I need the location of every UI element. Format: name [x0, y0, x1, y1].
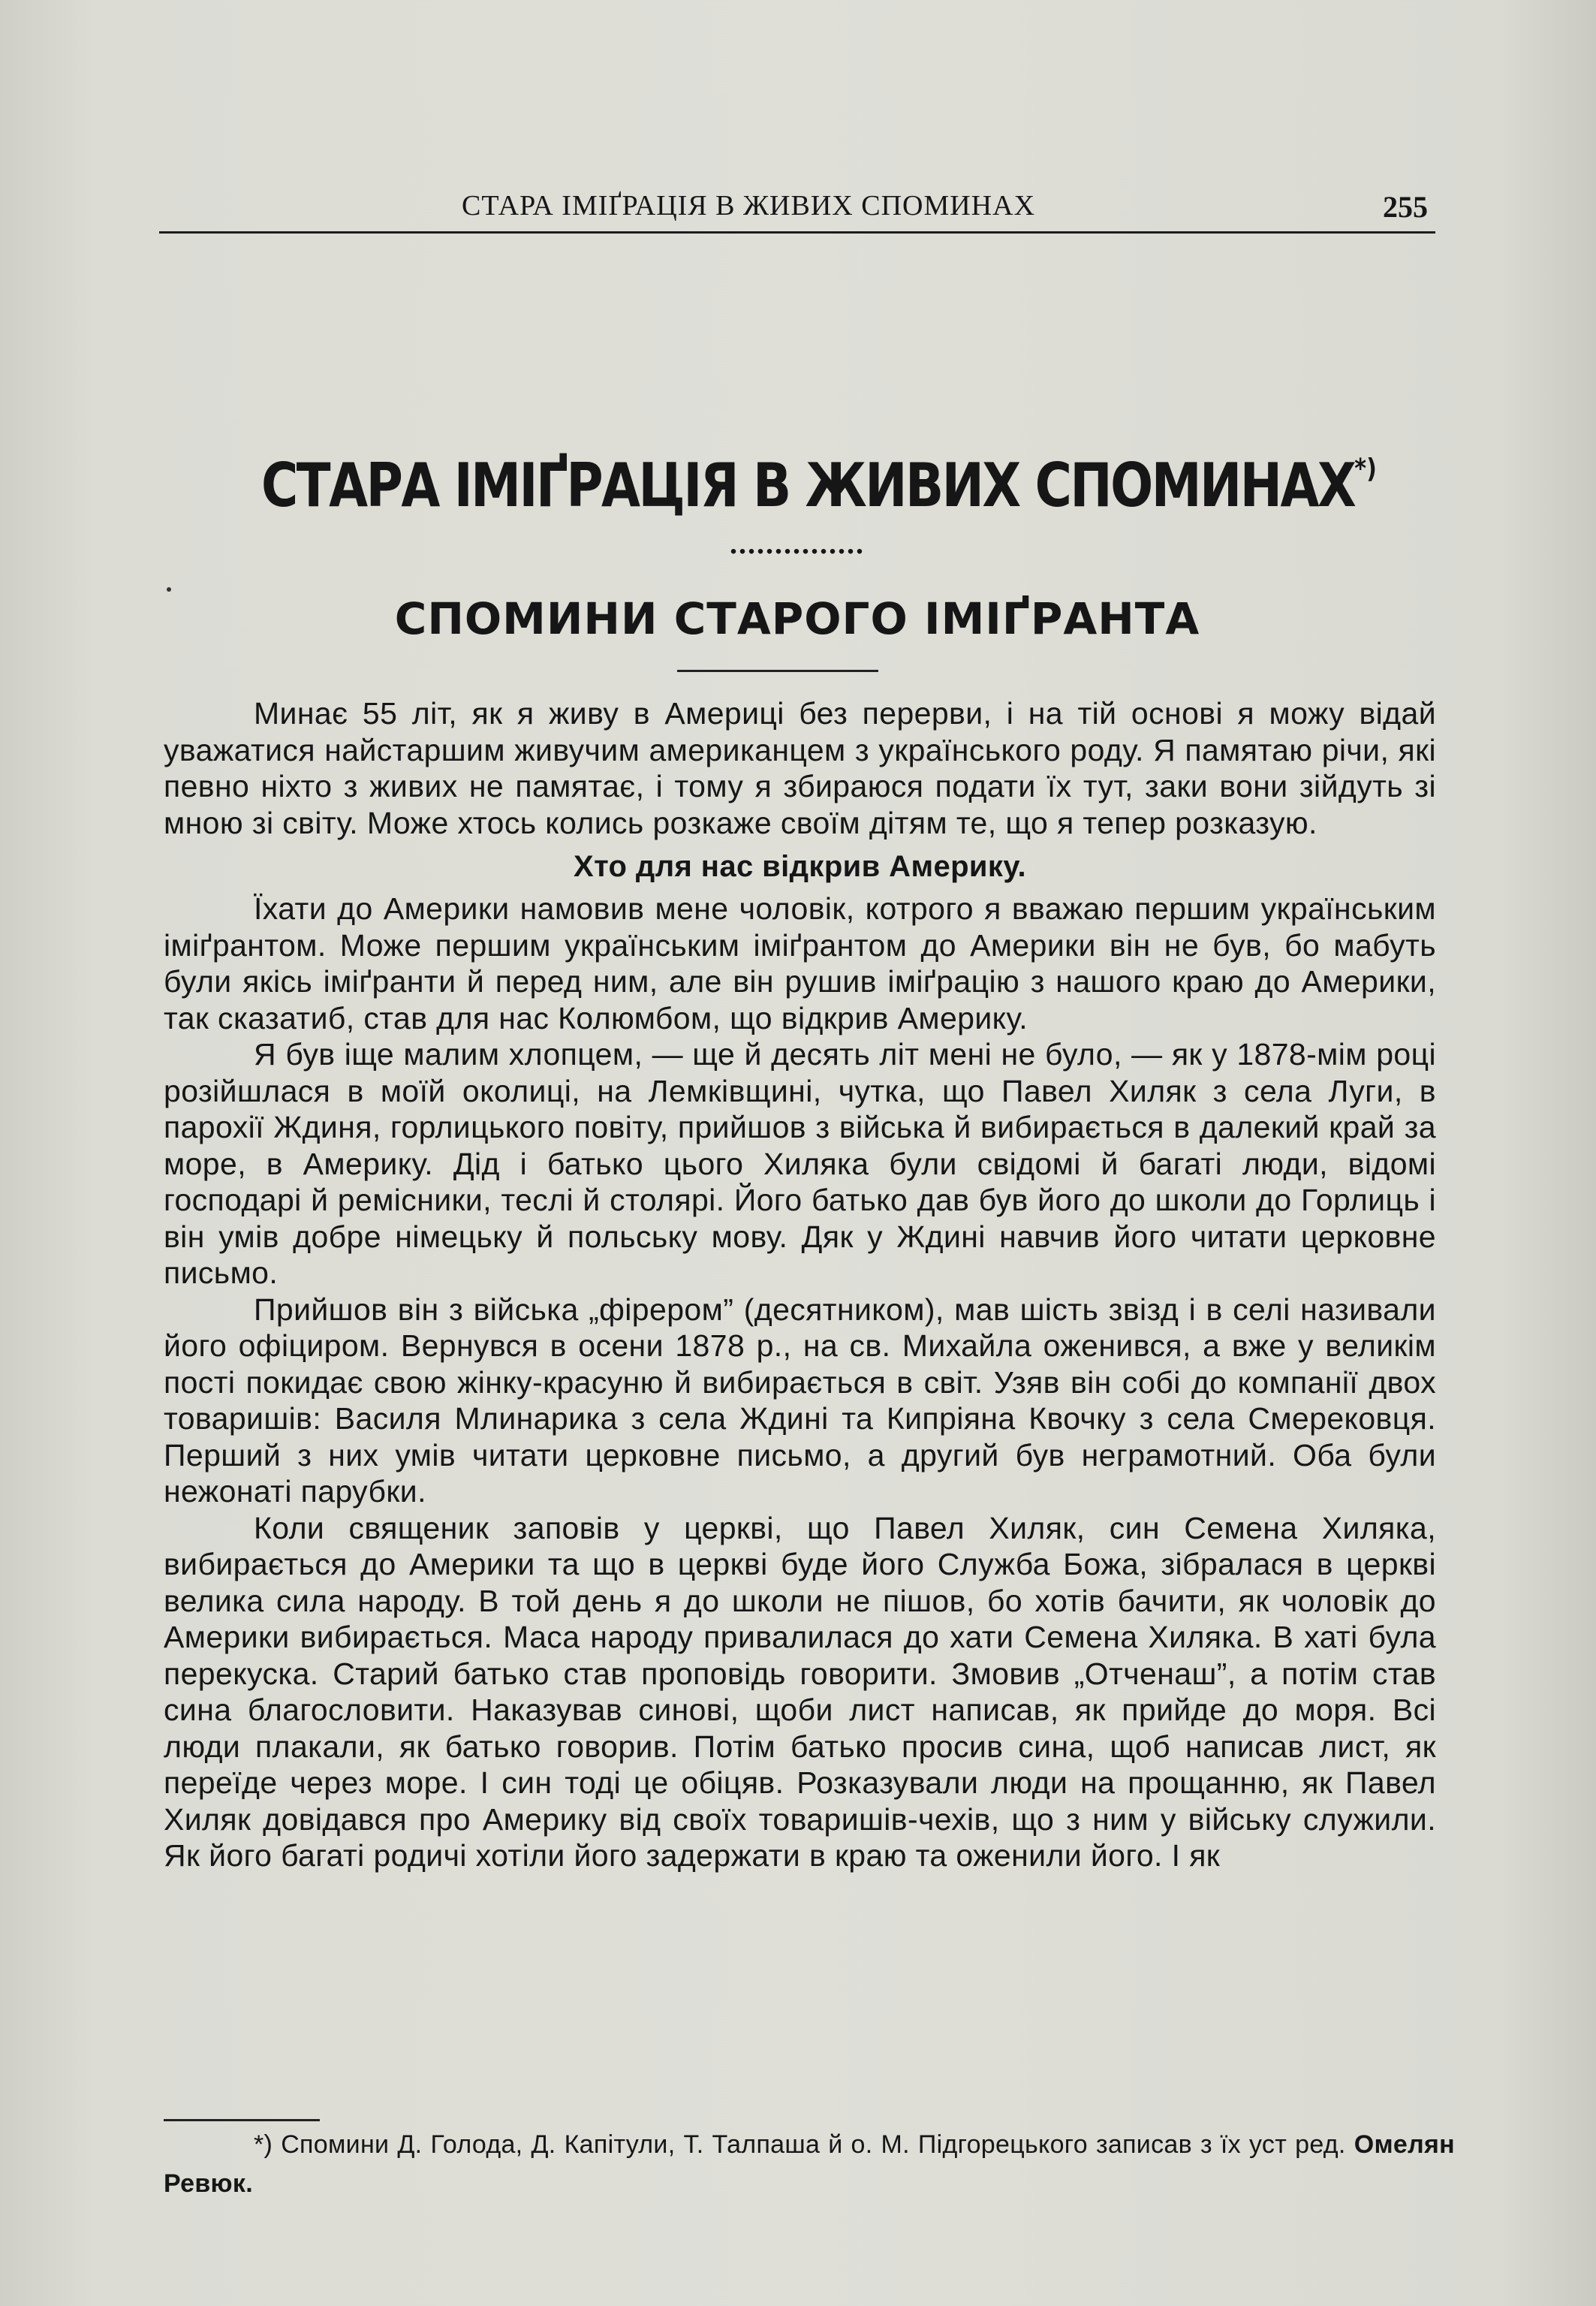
subtitle-rule: [677, 670, 878, 672]
article-body: [164, 695, 1436, 1874]
article-subtitle: СПОМИНИ СТАРОГО ІМІҐРАНТА: [394, 593, 1200, 644]
paragraph-5: Коли священик заповів у церкві, що Павел Хиляк, син Семена Хиляка, вибирається до Америки та що в церкві буде його Служба Божа, зібралася в церкві велика сила народу. В той день я до школи не пішов, бо хотів бачити, як чоловік до Америки вибирається. Маса народу привалилася до хати Семена Хиляка. В хаті була перекуска. Старий батько став проповідь говорити. Змовив „Отченаш”, а потім став сина благословити. Наказував синові, щоби лист написав, як прийде до моря. Всі люди плакали, як батько говорив. Потім батько просив сина, щоб написав лист, як переїде через море. І син тоді це обіцяв. Розказували люди на прощанню, як Павел Хиляк довідався про Америку від своїх товаришів-чехів, що з ним у війську служили. Як його багаті родичі хотіли його задержати в краю та оженили його. І як: [164, 1510, 1436, 1873]
running-header: [159, 186, 1435, 231]
article-title: [261, 451, 1377, 520]
running-title: СТАРА ІМІҐРАЦІЯ В ЖИВИХ СПОМИНАХ: [461, 190, 1036, 222]
header-rule: [159, 231, 1435, 234]
footnote-editor: Омелян Ревюк.: [164, 2130, 1456, 2198]
footnote-text: Спомини Д. Голода, Д. Капітули, Т. Талпаша й о. М. Підгорецького записав з їх уст ред.: [281, 2130, 1346, 2159]
article-title-text: СТАРА ІМІҐРАЦІЯ В ЖИВИХ СПОМИНАХ: [261, 451, 1355, 520]
title-footnote-mark: *): [1354, 454, 1377, 484]
section-heading: Хто для нас відкрив Америку.: [574, 850, 1026, 883]
paragraph-2: Їхати до Америки намовив мене чоловік, котрого я вважаю першим українським іміґрантом. Може першим українським іміґрантом до Америки він не був, бо мабуть були якісь іміґранти й перед ним, але він рушив іміґрацію з нашого краю до Америки, так сказатиб, став для нас Колюмбом, що відкрив Америку.: [164, 891, 1436, 1035]
footnote-mark: *): [254, 2130, 273, 2159]
title-dot-separator: ...............: [730, 526, 865, 560]
paragraph-4: Прийшов він з війська „фірером” (десятником), мав шість звізд і в селі називали його офіциром. Вернувся в осени 1878 р., на св. Михайла оженився, а вже у великім пості покидає свою жінку-красуню й вибирається в світ. Узяв він собі до компанії двох товаришів: Василя Млинарика з села Ждині та Кипріяна Квочку з села Смерековця. Перший з них умів читати церковне письмо, а другий був неграмотний. Оба були нежонаті парубки.: [164, 1292, 1436, 1509]
footnote: [164, 2125, 1455, 2203]
page-number: 255: [1383, 190, 1428, 224]
paragraph-1: Минає 55 літ, як я живу в Америці без перерви, і на тій основі я можу відай уважатися найстаршим живучим американцем з українського роду. Я памятаю річи, які певно ніхто з живих не памятає, і тому я збираюся подати їх тут, заки вони зійдуть зі мною зі світу. Може хтось колись розкаже своїм дітям те, що я тепер розказую.: [164, 696, 1436, 840]
footnote-rule: [164, 2119, 320, 2121]
paragraph-3: Я був іще малим хлопцем, — ще й десять літ мені не було, — як у 1878-мім році розійшлася в моїй околиці, на Лемківщині, чутка, що Павел Хиляк з села Луги, в парохії Ждиня, горлицького повіту, прийшов з війська й вибирається в далекий край за море, в Америку. Дід і батько цього Хиляка були свідомі й багаті люди, відомі господарі й ремісники, теслі й столярі. Його батько дав був його до школи до Горлиць і він умів добре німецьку й польську мову. Дяк у Ждині навчив його читати церковне письмо.: [164, 1037, 1436, 1290]
print-speck: [167, 587, 171, 592]
